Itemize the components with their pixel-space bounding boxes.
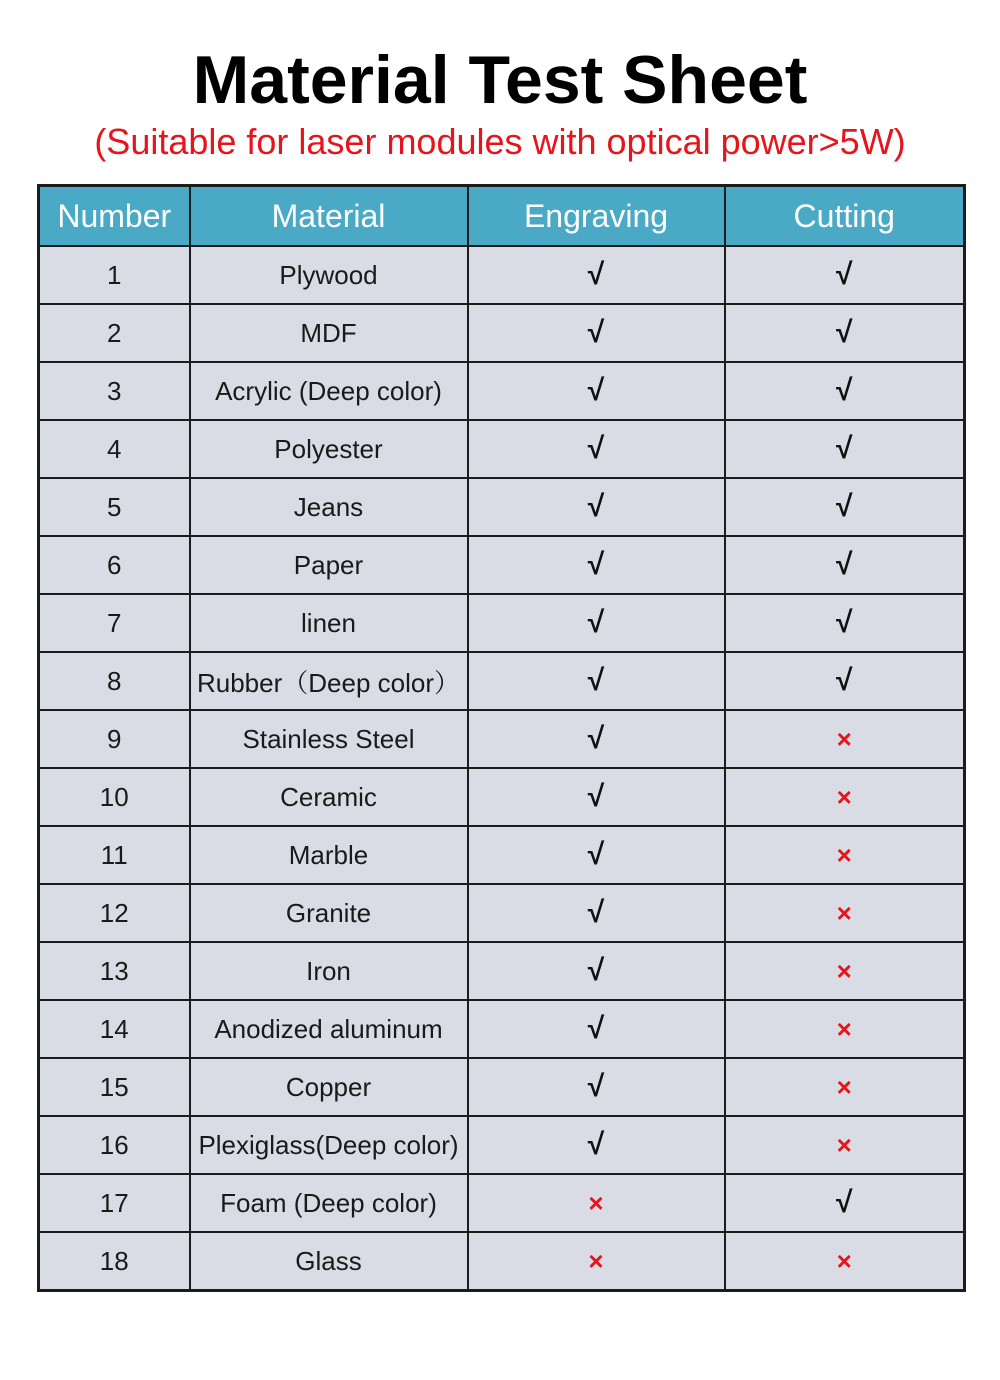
cell-cutting	[725, 1174, 965, 1232]
cross-icon: ×	[588, 1187, 604, 1218]
cell-engraving	[468, 1000, 725, 1058]
cell-number: 12	[39, 884, 190, 942]
table-row	[39, 304, 965, 362]
page-title: Material Test Sheet	[192, 42, 808, 118]
check-icon: √	[836, 490, 853, 523]
table-row	[39, 652, 965, 710]
cell-cutting	[725, 536, 965, 594]
cell-material: Acrylic (Deep color)	[190, 362, 468, 420]
cell-material: Rubber（Deep color）	[190, 652, 468, 710]
column-header-engraving: Engraving	[468, 186, 725, 247]
cell-engraving	[468, 1058, 725, 1116]
header-row	[39, 186, 965, 247]
table-body	[39, 246, 965, 1291]
cell-engraving	[468, 594, 725, 652]
cell-number: 4	[39, 420, 190, 478]
check-icon: √	[587, 954, 605, 987]
column-header-number: Number	[39, 186, 190, 247]
cell-cutting	[725, 478, 965, 536]
check-icon: √	[836, 432, 853, 465]
cell-material: Foam (Deep color)	[190, 1174, 468, 1232]
cell-number: 9	[39, 710, 190, 768]
cell-engraving	[468, 710, 725, 768]
cell-number: 11	[39, 826, 190, 884]
cell-number: 14	[39, 1000, 190, 1058]
table-row	[39, 1116, 965, 1174]
cell-number: 3	[39, 362, 190, 420]
cell-material: MDF	[190, 304, 468, 362]
cell-cutting	[725, 246, 965, 304]
cell-material: linen	[190, 594, 468, 652]
cell-number: 13	[39, 942, 190, 1000]
check-icon: √	[587, 606, 605, 639]
cell-cutting	[725, 304, 965, 362]
check-icon: √	[587, 896, 605, 929]
check-icon: √	[587, 722, 605, 755]
cell-cutting	[725, 826, 965, 884]
check-icon: √	[587, 1128, 605, 1161]
cross-icon: ×	[836, 955, 852, 986]
cell-cutting	[725, 768, 965, 826]
cross-icon: ×	[836, 1245, 852, 1276]
column-header-material: Material	[190, 186, 468, 247]
cell-number: 6	[39, 536, 190, 594]
check-icon: √	[587, 1012, 605, 1045]
cross-icon: ×	[836, 1129, 852, 1160]
table-row	[39, 536, 965, 594]
table-row	[39, 1000, 965, 1058]
cell-cutting	[725, 362, 965, 420]
table-row	[39, 768, 965, 826]
check-icon: √	[587, 838, 605, 871]
cell-engraving	[468, 826, 725, 884]
cell-number: 2	[39, 304, 190, 362]
table-row	[39, 1058, 965, 1116]
cell-engraving	[468, 1232, 725, 1291]
cell-material: Paper	[190, 536, 468, 594]
cross-icon: ×	[836, 781, 852, 812]
table-row	[39, 420, 965, 478]
cell-cutting	[725, 652, 965, 710]
material-table	[37, 184, 966, 1292]
cell-engraving	[468, 652, 725, 710]
table-row	[39, 1174, 965, 1232]
cell-material: Plexiglass(Deep color)	[190, 1116, 468, 1174]
cell-material: Iron	[190, 942, 468, 1000]
table-row	[39, 594, 965, 652]
cell-engraving	[468, 768, 725, 826]
cell-material: Jeans	[190, 478, 468, 536]
cell-engraving	[468, 304, 725, 362]
cell-engraving	[468, 362, 725, 420]
check-icon: √	[587, 490, 605, 523]
check-icon: √	[587, 664, 605, 697]
cell-engraving	[468, 536, 725, 594]
cell-material: Plywood	[190, 246, 468, 304]
check-icon: √	[836, 664, 853, 697]
cell-number: 5	[39, 478, 190, 536]
cell-cutting	[725, 594, 965, 652]
cell-number: 8	[39, 652, 190, 710]
cross-icon: ×	[588, 1245, 604, 1276]
cell-material: Stainless Steel	[190, 710, 468, 768]
table-row	[39, 942, 965, 1000]
table-row	[39, 478, 965, 536]
cell-engraving	[468, 884, 725, 942]
cell-engraving	[468, 942, 725, 1000]
cross-icon: ×	[836, 1071, 852, 1102]
cell-number: 10	[39, 768, 190, 826]
cell-material: Anodized aluminum	[190, 1000, 468, 1058]
table-row	[39, 826, 965, 884]
cell-cutting	[725, 710, 965, 768]
cell-engraving	[468, 1174, 725, 1232]
check-icon: √	[587, 316, 605, 349]
check-icon: √	[836, 258, 853, 291]
check-icon: √	[587, 1070, 605, 1103]
cell-cutting	[725, 1232, 965, 1291]
cell-number: 18	[39, 1232, 190, 1291]
cell-engraving	[468, 246, 725, 304]
page-subtitle: (Suitable for laser modules with optical power>5W)	[94, 121, 906, 162]
cell-material: Ceramic	[190, 768, 468, 826]
table-row	[39, 246, 965, 304]
cross-icon: ×	[836, 897, 852, 928]
cross-icon: ×	[836, 723, 852, 754]
check-icon: √	[836, 606, 853, 639]
cell-cutting	[725, 420, 965, 478]
cell-number: 15	[39, 1058, 190, 1116]
cell-material: Copper	[190, 1058, 468, 1116]
check-icon: √	[587, 780, 605, 813]
table-row	[39, 362, 965, 420]
cell-material: Polyester	[190, 420, 468, 478]
check-icon: √	[836, 316, 853, 349]
cell-cutting	[725, 942, 965, 1000]
cell-number: 16	[39, 1116, 190, 1174]
cell-number: 7	[39, 594, 190, 652]
check-icon: √	[836, 1186, 853, 1219]
check-icon: √	[587, 374, 605, 407]
cell-cutting	[725, 1000, 965, 1058]
cell-cutting	[725, 1058, 965, 1116]
check-icon: √	[587, 432, 605, 465]
check-icon: √	[836, 374, 853, 407]
column-header-cutting: Cutting	[725, 186, 965, 247]
cell-number: 17	[39, 1174, 190, 1232]
cell-material: Glass	[190, 1232, 468, 1291]
cell-engraving	[468, 420, 725, 478]
cell-engraving	[468, 478, 725, 536]
cell-engraving	[468, 1116, 725, 1174]
check-icon: √	[836, 548, 853, 581]
cell-cutting	[725, 1116, 965, 1174]
cell-number: 1	[39, 246, 190, 304]
cross-icon: ×	[836, 839, 852, 870]
cell-material: Marble	[190, 826, 468, 884]
check-icon: √	[587, 548, 605, 581]
cross-icon: ×	[836, 1013, 852, 1044]
check-icon: √	[587, 258, 605, 291]
cell-material: Granite	[190, 884, 468, 942]
table-row	[39, 884, 965, 942]
table-row	[39, 1232, 965, 1291]
table-row	[39, 710, 965, 768]
table-header	[39, 186, 965, 247]
cell-cutting	[725, 884, 965, 942]
